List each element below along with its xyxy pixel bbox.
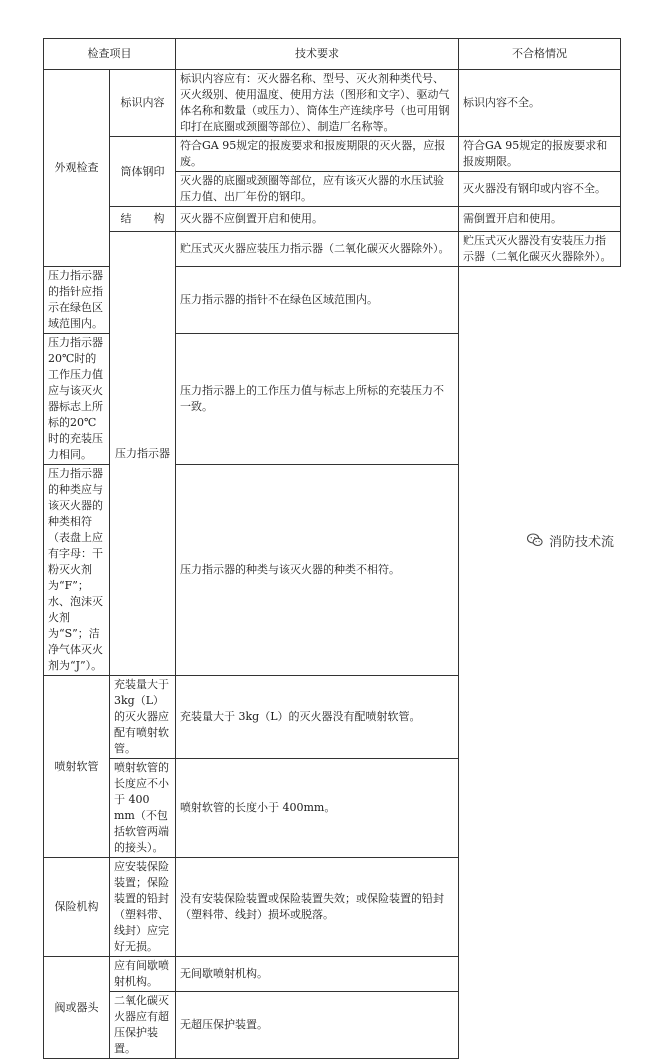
nonconformity-cell: 灭火器没有钢印或内容不全。 — [459, 172, 621, 207]
nonconformity-cell: 无间歇喷射机构。 — [176, 957, 459, 992]
requirement-cell: 压力指示器的指针应指示在绿色区域范围内。 — [44, 267, 110, 334]
table-header-row — [44, 39, 621, 70]
requirement-cell: 标识内容应有：灭火器名称、型号、灭火剂种类代号、灭火级别、使用温度、使用方法（图形和文字）、驱动气体名称和数量（或压力）、筒体生产连续序号（也可用钢印打在底圈或颈圈等部位）、制造厂名称等。 — [176, 70, 459, 137]
table-row — [44, 70, 621, 137]
requirement-cell: 灭火器不应倒置开启和使用。 — [176, 207, 459, 232]
subgroup-label: 筒体钢印 — [110, 137, 176, 207]
subgroup-label: 喷射软管 — [44, 676, 110, 858]
table-row — [44, 992, 621, 1059]
nonconformity-cell: 没有安装保险装置或保险装置失效；或保险装置的铅封（塑料带、线封）损坏或脱落。 — [176, 858, 459, 957]
requirement-cell: 应安装保险装置；保险装置的铅封（塑料带、线封）应完好无损。 — [110, 858, 176, 957]
requirement-cell: 压力指示器 20℃时的工作压力值应与该灭火器标志上所标的20℃时的充装压力相同。 — [44, 334, 110, 465]
requirement-cell: 灭火器的底圈或颈圈等部位，应有该灭火器的水压试验压力值、出厂年份的钢印。 — [176, 172, 459, 207]
table-row — [44, 759, 621, 858]
table-row — [44, 207, 621, 232]
nonconformity-cell: 需倒置开启和使用。 — [459, 207, 621, 232]
watermark — [526, 530, 614, 550]
requirement-cell: 喷射软管的长度应不小于 400 mm（不包括软管两端的接头）。 — [110, 759, 176, 858]
nonconformity-cell: 符合GA 95规定的报废要求和报废期限。 — [459, 137, 621, 172]
wechat-icon — [526, 531, 544, 549]
requirement-cell: 应有间歇喷射机构。 — [110, 957, 176, 992]
header-item: 检查项目 — [44, 39, 176, 70]
watermark-text: 消防技术流 — [549, 534, 615, 550]
table-row — [44, 957, 621, 992]
requirement-cell: 充装量大于 3kg（L）的灭火器应配有喷射软管。 — [110, 676, 176, 759]
table-row — [44, 137, 621, 172]
subgroup-label: 保险机构 — [44, 858, 110, 957]
table-row — [44, 676, 621, 759]
table-row — [44, 232, 621, 267]
subgroup-label: 阀或器头 — [44, 957, 110, 1059]
nonconformity-cell: 压力指示器的种类与该灭火器的种类不相符。 — [176, 465, 459, 676]
nonconformity-cell: 贮压式灭火器没有安装压力指示器（二氧化碳灭火器除外）。 — [459, 232, 621, 267]
nonconformity-cell: 充装量大于 3kg（L）的灭火器没有配喷射软管。 — [176, 676, 459, 759]
requirement-cell: 二氧化碳灭火器应有超压保护装置。 — [110, 992, 176, 1059]
header-requirement: 技术要求 — [176, 39, 459, 70]
nonconformity-cell: 无超压保护装置。 — [176, 992, 459, 1059]
requirement-cell: 贮压式灭火器应装压力指示器（二氧化碳灭火器除外）。 — [176, 232, 459, 267]
nonconformity-cell: 喷射软管的长度小于 400mm。 — [176, 759, 459, 858]
nonconformity-cell: 标识内容不全。 — [459, 70, 621, 137]
group-label: 外观检查 — [44, 70, 110, 267]
table-row — [44, 858, 621, 957]
requirement-cell: 压力指示器的种类应与该灭火器的种类相符（表盘上应有字母：干粉灭火剂为“F”；水、泡沫灭火剂为“S”；洁净气体灭火剂为“J”）。 — [44, 465, 110, 676]
requirement-cell: 符合GA 95规定的报废要求和报废期限的灭火器，应报废。 — [176, 137, 459, 172]
nonconformity-cell: 压力指示器上的工作压力值与标志上所标的充装压力不一致。 — [176, 334, 459, 465]
header-nonconformity: 不合格情况 — [459, 39, 621, 70]
nonconformity-cell: 压力指示器的指针不在绿色区域范围内。 — [176, 267, 459, 334]
subgroup-label: 结 构 — [110, 207, 176, 232]
subgroup-label: 标识内容 — [110, 70, 176, 137]
subgroup-label: 压力指示器 — [110, 232, 176, 676]
